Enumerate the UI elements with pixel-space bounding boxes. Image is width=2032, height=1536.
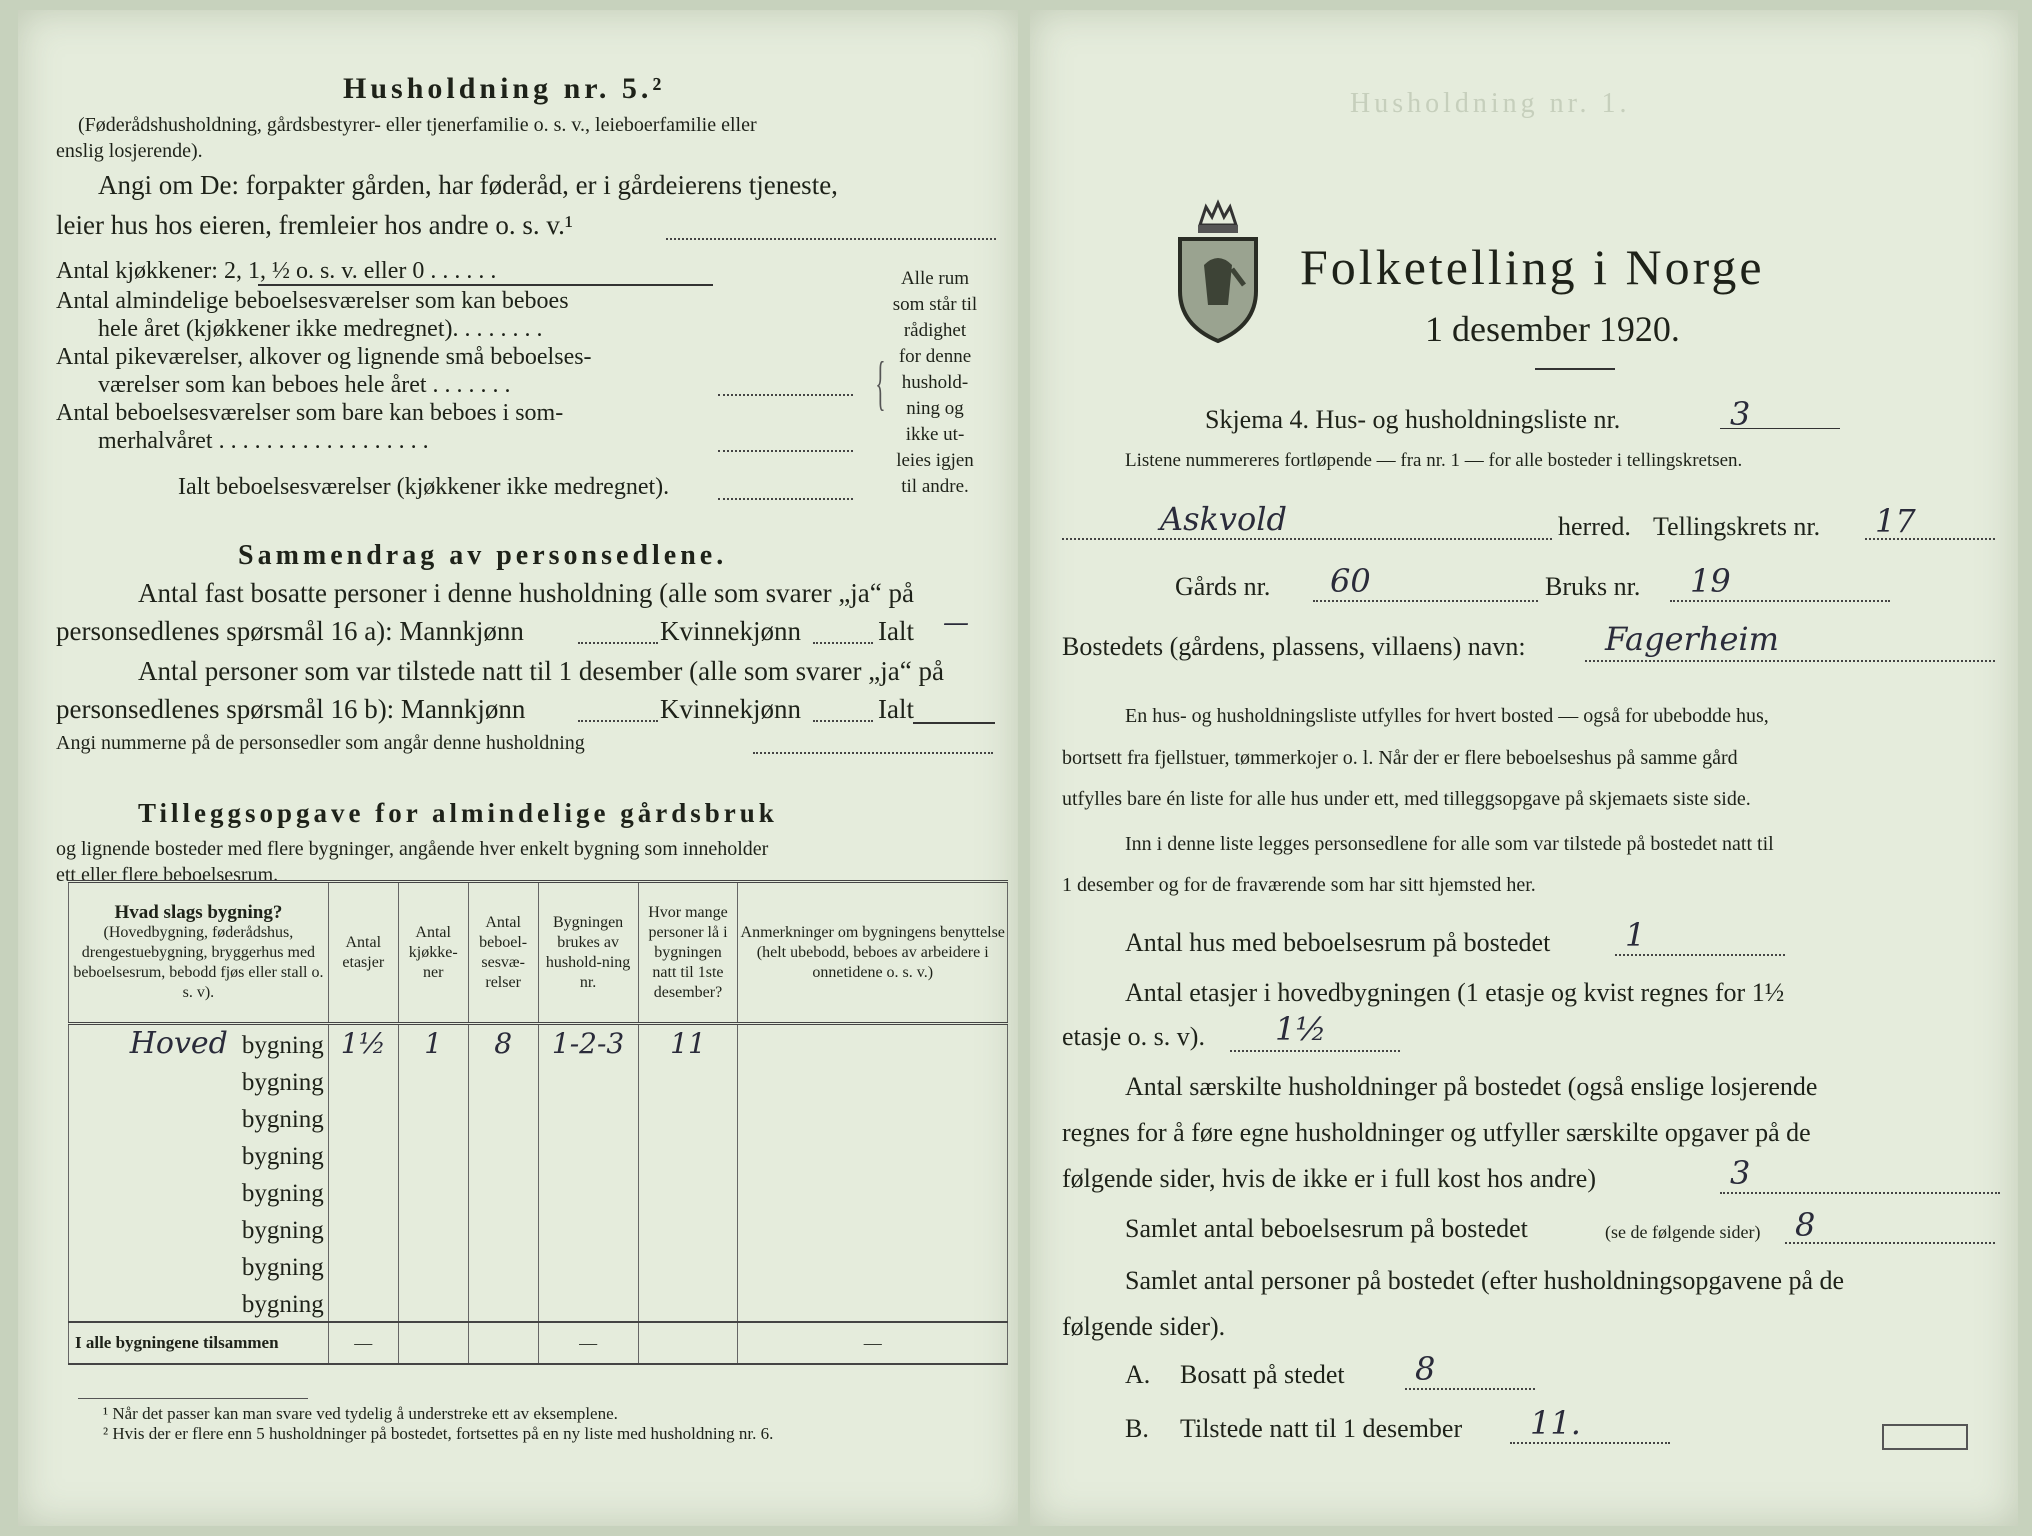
q-rooms-label: Samlet antal beboelsesrum på bostedet (1125, 1214, 1528, 1243)
summary-title: Sammendrag av personsedlene. (238, 540, 728, 571)
building-word: bygning (241, 1069, 324, 1096)
building-type-cell (69, 1210, 329, 1247)
table-cell (398, 1284, 468, 1322)
summary-2a: Antal personer som var tilstede natt til 1 desember (alle som svarer „ja“ på (138, 656, 944, 686)
b-text: Tilstede natt til 1 desember (1180, 1414, 1463, 1443)
col-header-persons: Hvor mange personer lå i bygningen natt til 1ste desember? (638, 882, 738, 1024)
sidenote-line: hushold- (901, 372, 969, 393)
herred-value: Askvold (1160, 500, 1287, 538)
table-cell (468, 1284, 538, 1322)
building-word: bygning (241, 1180, 324, 1207)
table-cell (398, 1247, 468, 1284)
sidenote-line: som står til (892, 294, 978, 315)
table-cell (638, 1173, 738, 1210)
answer-line (1785, 1242, 1995, 1244)
table-cell (398, 1099, 468, 1136)
table-cell (638, 1099, 738, 1136)
krets-label: Tellingskrets nr. (1653, 512, 1821, 541)
table-cell: 1 (398, 1024, 468, 1063)
table-cell (638, 1210, 738, 1247)
total-cell (468, 1322, 538, 1364)
answer-line (1313, 600, 1538, 602)
table-cell (398, 1173, 468, 1210)
answer-line (1720, 1192, 2000, 1194)
q-floors-line2: etasje o. s. v). (1062, 1022, 1205, 1051)
printer-stamp (1882, 1424, 1968, 1450)
building-type-cell (69, 1247, 329, 1284)
total-cell: — (538, 1322, 638, 1364)
answer-line (718, 394, 853, 396)
q-floors-line1: Antal etasjer i hovedbygningen (1 etasje og kvist regnes for 1½ (1125, 978, 1785, 1007)
sidenote-line: til andre. (901, 476, 969, 497)
table-row (69, 1062, 1008, 1099)
kitchens-label: Antal kjøkkener: 2, 1, ½ o. s. v. eller 0 . . . . . . (56, 258, 497, 284)
bruks-value: 19 (1690, 562, 1731, 600)
supplement-title: Tilleggsopgave for almindelige gårdsbruk (138, 798, 778, 828)
a-value: 8 (1415, 1350, 1436, 1388)
answer-line (578, 720, 658, 722)
q-persons-line1: Samlet antal personer på bostedet (efter husholdningsopgavene på de (1125, 1266, 1845, 1295)
a-text: Bosatt på stedet (1180, 1360, 1345, 1389)
answer-line (718, 450, 853, 452)
table-cell (328, 1284, 398, 1322)
table-cell (738, 1247, 1008, 1284)
table-cell (538, 1247, 638, 1284)
instruction-line-2: leier hus hos eieren, fremleier hos andre o. s. v.¹ (56, 210, 573, 240)
table-cell (468, 1099, 538, 1136)
table-cell (328, 1136, 398, 1173)
ordinary-rooms-label-2: hele året (kjøkkener ikke medregnet). . . . . . . . (98, 316, 543, 342)
rule (913, 722, 995, 724)
supplement-text-1: og lignende bosteder med flere bygninger, angående hver enkelt bygning som inneholder (56, 838, 769, 860)
q-households-line3: følgende sider, hvis de ikke er i full kost hos andre) (1062, 1164, 1596, 1193)
table-cell (328, 1210, 398, 1247)
answer-line (1615, 954, 1785, 956)
col-header-remarks: Anmerkninger om bygningens benyttelse (helt ubebodd, beboes av arbeidere i onnetidene o. s. v.) (738, 882, 1008, 1024)
kvinne-label-1: Kvinnekjønn (660, 616, 801, 646)
building-table (68, 880, 1008, 1365)
table-cell (328, 1173, 398, 1210)
table-cell (538, 1099, 638, 1136)
right-page (1030, 10, 2018, 1526)
bosted-value: Fagerheim (1605, 620, 1779, 658)
answer-line (753, 752, 993, 754)
q-rooms-value: 8 (1795, 1206, 1816, 1244)
instruction-line-1: Angi om De: forpakter gården, har føderåd, er i gårdeierens tjeneste, (98, 170, 838, 200)
q-households-line1: Antal særskilte husholdninger på bostedet (også enslige losjerende (1125, 1072, 1818, 1101)
herred-label: herred. (1558, 512, 1631, 541)
summer-rooms-label-2: merhalvåret . . . . . . . . . . . . . . . . . . (98, 428, 429, 454)
table-row (69, 1173, 1008, 1210)
table-body (69, 1024, 1008, 1365)
rule (258, 284, 713, 286)
table-row (69, 1136, 1008, 1173)
building-type-value: Hoved (129, 1026, 228, 1061)
building-type-cell (69, 1099, 329, 1136)
table-cell (738, 1210, 1008, 1247)
total-rooms-label: Ialt beboelsesværelser (kjøkkener ikke medregnet). (178, 474, 670, 500)
table-total-row (69, 1322, 1008, 1364)
table-cell: 1-2-3 (538, 1024, 638, 1063)
household-subtitle: (Føderådshusholdning, gårdsbestyrer- eller tjenerfamilie o. s. v., leieboerfamilie eller (78, 114, 757, 136)
q-floors-value: 1½ (1275, 1010, 1327, 1048)
table-cell (538, 1284, 638, 1322)
table-row (69, 1247, 1008, 1284)
b-label: B. (1125, 1414, 1149, 1443)
table-cell (328, 1247, 398, 1284)
q-houses-label: Antal hus med beboelsesrum på bostedet (1125, 928, 1551, 957)
col-header-building-sub: (Hovedbygning, føderådshus, drengestuebygning, bryggerhus med beboelsesrum, bebodd fjøs eller stall o. s. v). (73, 923, 324, 1001)
bruks-label: Bruks nr. (1545, 572, 1641, 601)
answer-line (1670, 600, 1890, 602)
answer-line (1865, 538, 1995, 540)
col-header-building (69, 882, 329, 1024)
q-rooms-note: (se de følgende sider) (1605, 1222, 1761, 1242)
q-households-value: 3 (1730, 1154, 1751, 1192)
para2-line2: 1 desember og for de fraværende som har sitt hjemsted her. (1062, 874, 1536, 896)
para2-line1: Inn i denne liste legges personsedlene for alle som var tilstede på bostedet natt til (1125, 833, 1774, 855)
table-cell: 11 (638, 1024, 738, 1063)
col-header-kitchens: Antal kjøkke-ner (398, 882, 468, 1024)
maid-rooms-label: Antal pikeværelser, alkover og lignende små beboelses- (56, 344, 592, 370)
table-cell: 1½ (328, 1024, 398, 1063)
col-header-rooms: Antal beboel-sesvæ-relser (468, 882, 538, 1024)
col-header-floors: Antal etasjer (328, 882, 398, 1024)
form-title: Folketelling i Norge (1300, 239, 1765, 295)
building-type-cell (69, 1173, 329, 1210)
sidenote-line: ikke ut- (905, 424, 965, 445)
table-cell (468, 1136, 538, 1173)
total-cell (398, 1322, 468, 1364)
answer-line (813, 642, 873, 644)
b-value: 11. (1530, 1404, 1581, 1442)
table-cell (398, 1136, 468, 1173)
answer-line (1230, 1050, 1400, 1052)
supplement-text-2: ett eller flere beboelsesrum. (56, 864, 279, 886)
table-cell (398, 1062, 468, 1099)
sidenote-line: Alle rum (900, 268, 970, 289)
summary-1a: Antal fast bosatte personer i denne husholdning (alle som svarer „ja“ på (138, 578, 914, 608)
sidenote-line: for denne (898, 346, 972, 367)
table-row (69, 1099, 1008, 1136)
answer-line (1405, 1388, 1535, 1390)
table-cell (738, 1136, 1008, 1173)
building-word: bygning (241, 1143, 324, 1170)
q-persons-line2: følgende sider). (1062, 1312, 1226, 1341)
ordinary-rooms-label: Antal almindelige beboelsesværelser som kan beboes (56, 288, 569, 314)
building-type-cell (69, 1136, 329, 1173)
answer-line (1062, 538, 1552, 540)
table-cell (538, 1136, 638, 1173)
table-cell (638, 1136, 738, 1173)
footnote-1: ¹ Når det passer kan man svare ved tydelig å understreke ett av eksemplene. (103, 1404, 618, 1423)
answer-line (813, 720, 873, 722)
krets-value: 17 (1875, 502, 1916, 540)
table-cell (738, 1173, 1008, 1210)
summary-2b: personsedlenes spørsmål 16 b): Mannkjønn (56, 694, 526, 724)
ghost-title: Husholdning nr. 1. (1350, 88, 1631, 119)
gards-label: Gårds nr. (1175, 572, 1271, 601)
total-cell: — (738, 1322, 1008, 1364)
building-type-cell (69, 1024, 329, 1063)
kvinne-label-2: Kvinnekjønn (660, 694, 801, 724)
total-cell (638, 1322, 738, 1364)
building-word: bygning (241, 1217, 324, 1244)
rule (1535, 368, 1615, 370)
table-cell (538, 1062, 638, 1099)
building-type-cell (69, 1284, 329, 1322)
total-cell: — (328, 1322, 398, 1364)
q-households-line2: regnes for å føre egne husholdninger og utfyller særskilte opgaver på de (1062, 1118, 1811, 1147)
table-cell (638, 1062, 738, 1099)
table-cell (328, 1099, 398, 1136)
table-cell (328, 1062, 398, 1099)
maid-rooms-label-2: værelser som kan beboes hele året . . . . . . . (98, 372, 511, 398)
table-header-row (69, 882, 1008, 1024)
form-date: 1 desember 1920. (1425, 309, 1680, 349)
schema-label: Skjema 4. Hus- og husholdningsliste nr. (1205, 405, 1621, 434)
instruction-answer-line (666, 238, 996, 240)
ialt-label-2: Ialt (878, 694, 914, 724)
para1-line1: En hus- og husholdningsliste utfylles for hvert bosted — også for ubebodde hus, (1125, 705, 1769, 727)
summer-rooms-label: Antal beboelsesværelser som bare kan beboes i som- (56, 400, 564, 426)
rule (78, 1398, 308, 1399)
table-cell (468, 1062, 538, 1099)
gards-value: 60 (1330, 562, 1371, 600)
left-page (18, 10, 1018, 1526)
table-cell (738, 1284, 1008, 1322)
ialt-value-1: — (943, 608, 969, 638)
table-cell (738, 1099, 1008, 1136)
table-row (69, 1210, 1008, 1247)
table-row (69, 1024, 1008, 1063)
para1-line3: utfylles bare én liste for alle hus under ett, med tilleggsopgave på skjemaets siste side. (1062, 788, 1751, 810)
answer-line (718, 498, 853, 500)
sidenote (880, 266, 990, 500)
para1-line2: bortsett fra fjellstuer, tømmerkojer o. l. Når der er flere beboelseshus på samme gård (1062, 747, 1738, 769)
building-word: bygning (241, 1254, 324, 1281)
brace: { (875, 350, 886, 416)
table-cell (738, 1024, 1008, 1063)
answer-line (1510, 1442, 1670, 1444)
table-cell (398, 1210, 468, 1247)
table-cell (638, 1247, 738, 1284)
answer-line (1585, 660, 1995, 662)
building-word: bygning (241, 1106, 324, 1133)
table-cell (738, 1062, 1008, 1099)
table-cell: 8 (468, 1024, 538, 1063)
sidenote-line: ning og (906, 398, 964, 419)
list-note: Listene nummereres fortløpende — fra nr. 1 — for alle bosteder i tellingskretsen. (1125, 450, 1743, 471)
total-label: I alle bygningene tilsammen (69, 1322, 329, 1364)
table-cell (468, 1247, 538, 1284)
coat-of-arms-icon (1170, 195, 1266, 345)
rule (1720, 428, 1840, 429)
summary-1b: personsedlenes spørsmål 16 a): Mannkjønn (56, 616, 524, 646)
building-type-cell (69, 1062, 329, 1099)
table-cell (468, 1210, 538, 1247)
table-cell (538, 1173, 638, 1210)
numbers-line: Angi nummerne på de personsedler som angår denne husholdning (56, 732, 585, 754)
building-word: bygning (241, 1291, 324, 1318)
a-label: A. (1125, 1360, 1151, 1389)
ialt-label-1: Ialt (878, 616, 914, 646)
household-title: Husholdning nr. 5.² (343, 72, 666, 105)
table-cell (538, 1210, 638, 1247)
table-cell (468, 1173, 538, 1210)
building-word: bygning (241, 1032, 324, 1059)
col-header-household: Bygningen brukes av hushold-ning nr. (538, 882, 638, 1024)
household-subtitle-2: enslig losjerende). (56, 140, 203, 162)
q-houses-value: 1 (1625, 916, 1646, 954)
schema-number: 3 (1730, 395, 1751, 433)
answer-line (578, 642, 658, 644)
sidenote-line: rådighet (903, 320, 967, 341)
bosted-label: Bostedets (gårdens, plassens, villaens) navn: (1062, 632, 1526, 661)
table-row (69, 1284, 1008, 1322)
table-cell (638, 1284, 738, 1322)
col-header-building-title: Hvad slags bygning? (114, 901, 283, 923)
sidenote-line: leies igjen (896, 450, 974, 471)
footnote-2: ² Hvis der er flere enn 5 husholdninger på bostedet, fortsettes på en ny liste med husholdning nr. 6. (103, 1424, 774, 1443)
